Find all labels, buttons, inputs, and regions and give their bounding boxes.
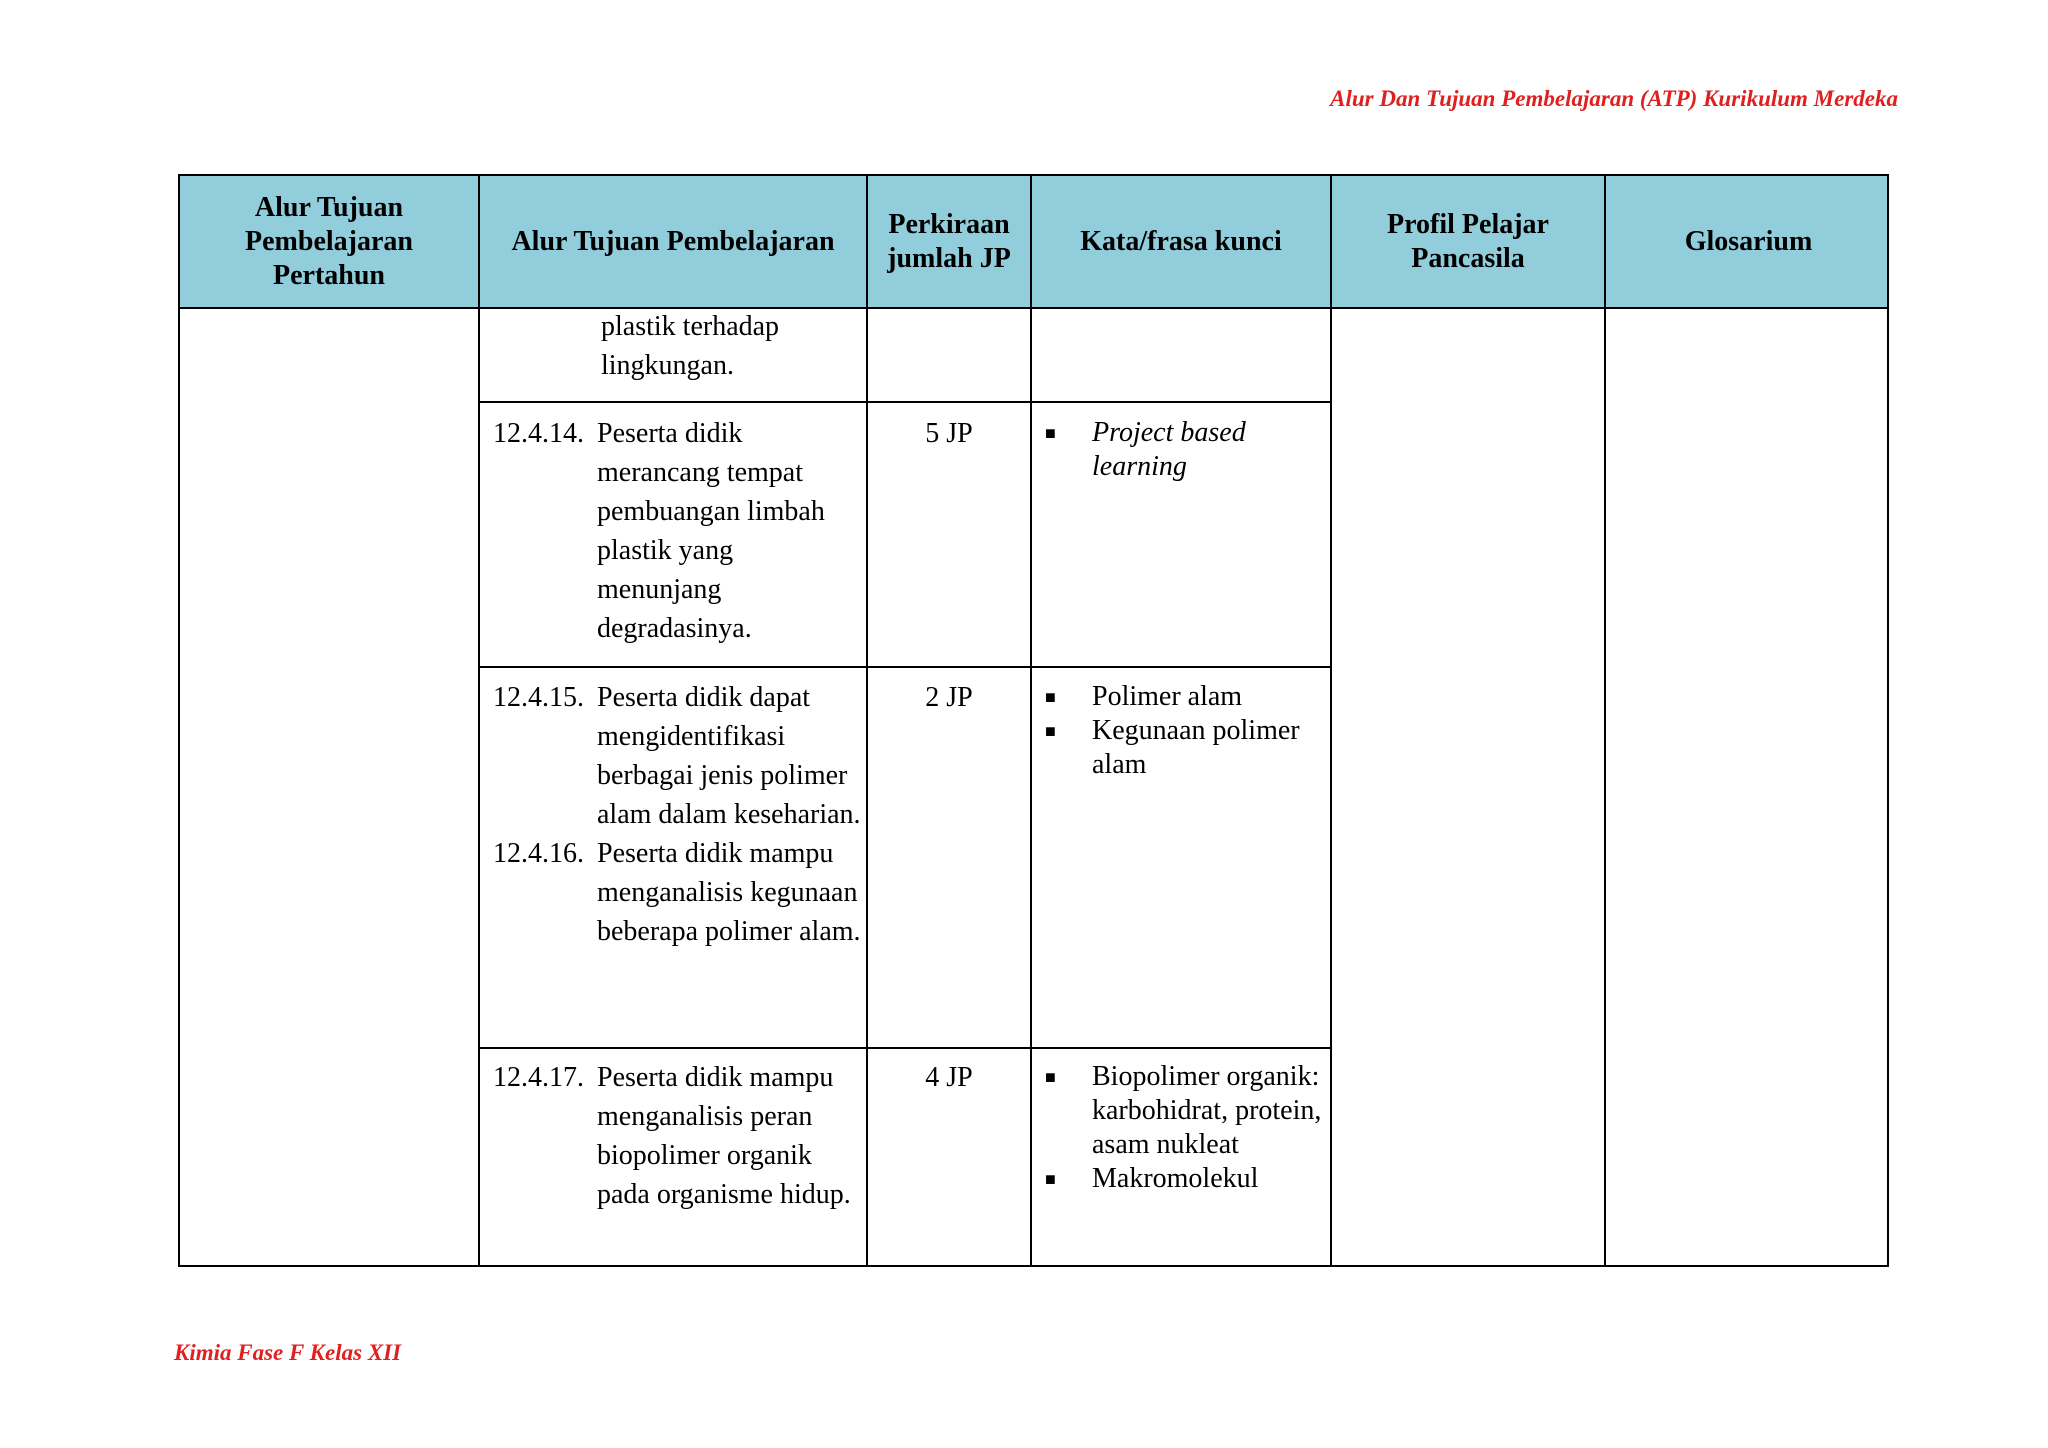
objective-text: Peserta didik dapat mengidentifikasi berbagai jenis polimer alam dalam keseharian. — [597, 682, 861, 830]
objective-code: 12.4.14. — [493, 418, 584, 449]
bullet-icon: ■ — [1045, 687, 1056, 707]
jp-value: 2 JP — [925, 682, 973, 713]
objective-text: Peserta didik merancang tempat pembuangan limbah plastik yang menunjang degradasinya. — [597, 418, 825, 644]
objective-cell — [493, 678, 863, 951]
column-header: Perkiraan jumlah JP — [887, 208, 1011, 274]
bullet-icon: ■ — [1045, 721, 1056, 741]
keyword-item — [1032, 714, 1328, 782]
column-header: Kata/frasa kunci — [1080, 225, 1282, 257]
objective-cell — [493, 1058, 863, 1214]
objective-text: Peserta didik mampu menganalisis peran biopolimer organik pada organisme hidup. — [597, 1062, 851, 1210]
bullet-icon: ■ — [1045, 1067, 1056, 1087]
document-header: Alur Dan Tujuan Pembelajaran (ATP) Kurikulum Merdeka — [1330, 86, 1898, 111]
document-footer: Kimia Fase F Kelas XII — [174, 1340, 402, 1365]
objective-code: 12.4.17. — [493, 1062, 584, 1093]
keyword-item — [1032, 1060, 1328, 1162]
continuation-text: plastik terhadap lingkungan. — [601, 311, 780, 381]
keyword-item — [1032, 416, 1328, 484]
column-divider — [1330, 176, 1332, 1265]
objective-item — [493, 834, 863, 951]
objective-item — [493, 1058, 863, 1214]
row-divider — [478, 1047, 1330, 1049]
jp-value: 4 JP — [925, 1062, 973, 1093]
objective-text: Peserta didik mampu menganalisis kegunaan beberapa polimer alam. — [597, 838, 861, 947]
column-divider — [866, 176, 868, 1265]
objective-cell — [493, 414, 863, 648]
jp-value: 5 JP — [925, 418, 973, 449]
objective-code: 12.4.16. — [493, 838, 584, 869]
column-header: Alur Tujuan Pembelajaran — [511, 225, 835, 257]
keyword-text: Project based learning — [1092, 417, 1246, 482]
keyword-cell — [1032, 416, 1328, 484]
objective-code: 12.4.15. — [493, 682, 584, 713]
bullet-icon: ■ — [1045, 1169, 1056, 1189]
column-header: Glosarium — [1684, 225, 1813, 257]
atp-table — [178, 174, 1889, 1267]
objective-item — [493, 678, 863, 834]
keyword-cell — [1032, 680, 1328, 782]
row-divider — [478, 666, 1330, 668]
column-header: Profil Pelajar Pancasila — [1387, 208, 1549, 274]
column-divider — [1604, 176, 1606, 1265]
keyword-list — [1032, 1060, 1328, 1196]
keyword-text: Makromolekul — [1092, 1163, 1259, 1194]
keyword-text: Polimer alam — [1092, 681, 1243, 712]
row-divider — [478, 401, 1330, 403]
objective-item — [493, 414, 863, 648]
keyword-text: Biopolimer organik: karbohidrat, protein, asam nukleat — [1092, 1061, 1322, 1160]
column-divider — [478, 176, 480, 1265]
keyword-list — [1032, 680, 1328, 782]
bullet-icon: ■ — [1045, 423, 1056, 443]
keyword-cell — [1032, 1060, 1328, 1196]
keyword-text: Kegunaan polimer alam — [1092, 715, 1300, 780]
keyword-item — [1032, 680, 1328, 714]
keyword-list — [1032, 416, 1328, 484]
keyword-item — [1032, 1162, 1328, 1196]
column-header: Alur Tujuan Pembelajaran Pertahun — [245, 191, 413, 291]
